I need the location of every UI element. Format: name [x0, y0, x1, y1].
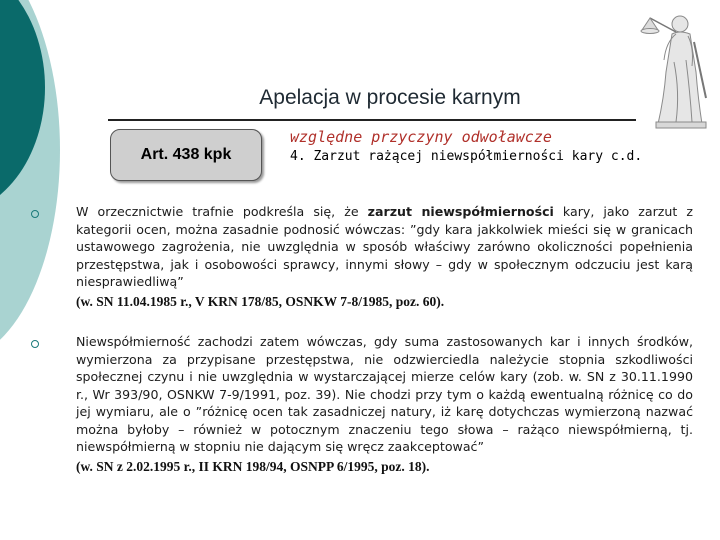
article-label-box: [110, 129, 262, 181]
bullet-1-emphasis: zarzut niewspółmierności: [367, 204, 554, 219]
reason-text: 4. Zarzut rażącej niewspółmierności kary c.d.: [290, 149, 643, 164]
list-item-1: [76, 203, 693, 310]
slide-title: Apelacja w procesie karnym: [259, 86, 521, 109]
circle-bullet-icon: [31, 210, 39, 218]
list-item-2: [76, 333, 693, 475]
lady-justice-icon: [636, 2, 716, 130]
bullet-2-text: Niewspółmierność zachodzi zatem wówczas, gdy suma zastosowanych kar i innych środków, wymierzona za przypisane przestępstwa, nie odzwierciedla należycie stopnia szkodliwości społecznej czynu i nie uwzględnia w wystarczającej mierze celów kary (zob. w. SN z 30.11.1990 r., Wr 393/90, OSNKW 7-9/1991, poz. 39). Nie chodzi przy tym o każdą ewentualną różnicę co do jej wymiaru, ale o ”różnicę ocen tak zasadniczej natury, iż karę dotychczas wymierzoną nazwać można byłoby – również w potocznym znaczeniu tego słowa – rażąco niewspółmierną, tj. niewspółmierną w stopniu nie dającym się wręcz zaakceptować”: [76, 334, 693, 454]
bullet-1-text-before: W orzecznictwie trafnie podkreśla się, że: [76, 204, 368, 219]
reason-heading: względne przyczyny odwoławcze: [290, 128, 552, 146]
article-label: Art. 438 kpk: [140, 146, 232, 163]
circle-bullet-icon: [31, 340, 39, 348]
bullet-1-text-after: kary, jako zarzut z kategorii ocen, można zasadnie podnosić wówczas: ”gdy kara jakkolwiek mieści się w granicach ustawowego zagrożenia, nie uwzględnia w sposób właściwy zarówno okoliczności popełnienia przestępstwa, jak i osobowości sprawcy, innymi słowy – gdy w społecznym odczuciu jest karą niesprawiedliwą”: [76, 204, 693, 289]
title-divider: [108, 119, 636, 121]
bullet-1-citation: (w. SN 11.04.1985 r., V KRN 178/85, OSNKW 7-8/1985, poz. 60).: [76, 293, 445, 309]
bullet-2-citation: (w. SN z 2.02.1995 r., II KRN 198/94, OSNPP 6/1995, poz. 18).: [76, 458, 430, 474]
